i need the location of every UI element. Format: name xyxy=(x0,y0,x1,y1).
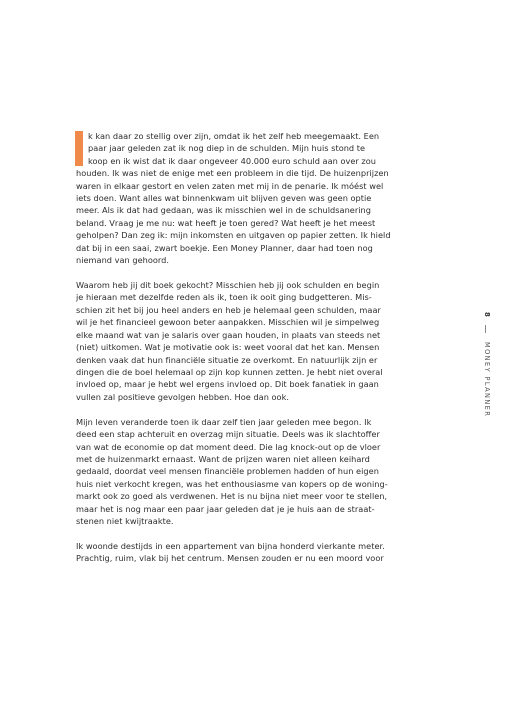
text-line: deed een stap achteruit en overzag mijn situatie. Deels was ik slachtoffer xyxy=(76,429,380,440)
text-line: van wat de economie op dat moment deed. Die lag knock-out op de vloer xyxy=(76,441,381,452)
text-line: wil je het financieel gewoon beter aanpakken. Misschien wil je simpelweg xyxy=(76,317,380,328)
text-line: huis niet verkocht kregen, was het enthousiasme van kopers op de woning- xyxy=(76,478,388,489)
text-line: geholpen? Dan zeg ik: mijn inkomsten en uitgaven op papier zetten. Ik hield xyxy=(76,230,391,241)
text-line: dingen die de boel helemaal op zijn kop kunnen zetten. Je hebt niet overal xyxy=(76,366,383,377)
text-line: gedaald, doordat veel mensen financiële problemen hadden of hun eigen xyxy=(76,466,379,477)
text-line: invloed op, maar je hebt wel ergens invloed op. Dit boek fanatiek in gaan xyxy=(76,379,379,390)
text-line: niemand van gehoord. xyxy=(76,255,170,266)
text-line: schien zit het bij jou heel anders en heb je helemaal geen schulden, maar xyxy=(76,304,381,315)
text-line: Waarom heb jij dit boek gekocht? Misschien heb jij ook schulden en begin xyxy=(76,280,380,291)
text-line: denken vaak dat hun financiële situatie ze overkomt. En natuurlijk zijn er xyxy=(76,354,378,365)
text-line: iets doen. Want alles wat binnenkwam uit blijven geven was geen optie xyxy=(76,193,372,204)
text-line: Prachtig, ruim, vlak bij het centrum. Mensen zouden er nu een moord voor xyxy=(76,553,384,564)
text-line: dat bij in een saai, zwart boekje. Een Money Planner, daar had toen nog xyxy=(76,242,373,253)
text-line: elke maand wat van je salaris over gaan houden, in plaats van steeds net xyxy=(76,329,381,340)
paragraph-4 xyxy=(76,540,446,565)
text-line: met de huizenmarkt ernaast. Want de prijzen waren niet alleen keihard xyxy=(76,453,370,464)
text-line: beland. Vraag je me nu: wat heeft je toen gered? Wat heeft je het meest xyxy=(76,217,376,228)
text-line: markt ook zo goed als verdwenen. Het is nu bijna niet meer voor te stellen, xyxy=(76,491,388,502)
text-line: koop en ik wist dat ik daar ongeveer 40.000 euro schuld aan over zou xyxy=(88,155,376,166)
text-line: meer. Als ik dat had gedaan, was ik misschien wel in de schuldsanering xyxy=(76,205,371,216)
running-header: MONEY PLANNER xyxy=(483,342,491,418)
text-line: je hieraan met dezelfde reden als ik, toen ik ooit ging budgetteren. Mis- xyxy=(76,292,372,303)
divider xyxy=(485,325,486,333)
paragraph-3 xyxy=(76,416,446,528)
text-line: maar het is nog maar een paar jaar geleden dat je je huis aan de straat- xyxy=(76,503,375,514)
side-margin xyxy=(481,312,495,432)
page-number: 8 xyxy=(483,312,491,317)
text-line: (niet) uitkomen. Wat je motivatie ook is: weet vooral dat het kan. Mensen xyxy=(76,342,380,353)
paragraph-2 xyxy=(76,279,446,403)
drop-cap-block xyxy=(75,131,83,166)
body-text xyxy=(76,130,446,577)
text-line: houden. Ik was niet de enige met een probleem in die tijd. De huizenprijzen xyxy=(76,168,389,179)
text-line: k kan daar zo stellig over zijn, omdat ik het zelf heb meegemaakt. Een xyxy=(88,131,380,141)
paragraph-1 xyxy=(76,130,446,266)
text-line: paar jaar geleden zat ik nog diep in de schulden. Mijn huis stond te xyxy=(88,143,366,154)
text-line: stenen niet kwijtraakte. xyxy=(76,515,174,526)
text-line: Mijn leven veranderde toen ik daar zelf tien jaar geleden mee begon. Ik xyxy=(76,416,372,427)
text-line: vullen zal positieve gevolgen hebben. Hoe dan ook. xyxy=(76,391,289,402)
text-line: Ik woonde destijds in een appartement van bijna honderd vierkante meter. xyxy=(76,540,385,551)
text-line: waren in elkaar gestort en velen zaten met mij in de penarie. Ik móést wel xyxy=(76,180,384,191)
